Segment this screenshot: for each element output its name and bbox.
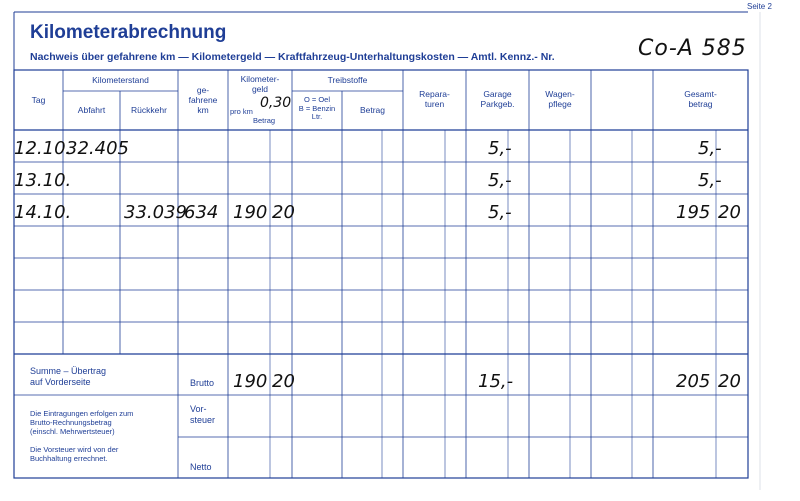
row3-garage: 5,- bbox=[488, 202, 512, 223]
row1-gesamt: 5,- bbox=[698, 138, 722, 159]
row1-garage: 5,- bbox=[488, 138, 512, 159]
brutto-garage: 15,- bbox=[478, 371, 514, 392]
row1-tag: 12.10. bbox=[14, 138, 72, 159]
header-tag: Tag bbox=[31, 95, 46, 105]
label-vorsteuer: Vor- steuer bbox=[190, 404, 216, 425]
note-eintragungen: Die Eintragungen erfolgen zum Brutto-Rechnungsbetrag (einschl. Mehrwertsteuer) bbox=[30, 409, 134, 436]
note-vorsteuer: Die Vorsteuer wird von der Buchhaltung errechnet. bbox=[30, 445, 119, 463]
brutto-gesamt-cents: 20 bbox=[718, 371, 741, 392]
label-summe-uebertrag: Summe – Übertrag auf Vorderseite bbox=[30, 366, 107, 387]
row3-km: 634 bbox=[184, 202, 219, 223]
header-kilometergeld: Kilometer- geld bbox=[240, 74, 280, 94]
header-oel-benzin: O = Oel B = Benzin Ltr. bbox=[298, 95, 336, 122]
header-treibstoffe: Treibstoffe bbox=[327, 75, 368, 85]
row3-gesamt: 195 bbox=[676, 202, 711, 223]
label-brutto: Brutto bbox=[190, 378, 215, 388]
row3-tag: 14.10. bbox=[14, 202, 72, 223]
row2-tag: 13.10. bbox=[14, 170, 72, 191]
header-wagenpflege: Wagen- pflege bbox=[545, 89, 575, 109]
header-treibstoff-betrag: Betrag bbox=[359, 105, 386, 115]
row3-kmgeld-cents: 20 bbox=[272, 202, 295, 223]
header-gesamtbetrag: Gesamt- betrag bbox=[684, 89, 717, 109]
brutto-kmgeld-cents: 20 bbox=[272, 371, 295, 392]
license-plate-entry: Co-A 585 bbox=[638, 36, 747, 61]
header-garage: Garage Parkgeb. bbox=[480, 89, 515, 109]
page-number-label: Seite 2 bbox=[747, 2, 772, 11]
header-kilometerstand: Kilometerstand bbox=[92, 75, 149, 85]
brutto-gesamt: 205 bbox=[676, 371, 711, 392]
label-netto: Netto bbox=[190, 462, 212, 472]
header-gefahrene-km: ge- fahrene km bbox=[188, 85, 218, 115]
header-pro-km: pro km bbox=[230, 107, 253, 116]
row2-garage: 5,- bbox=[488, 170, 512, 191]
header-reparaturen: Repara- turen bbox=[419, 89, 450, 109]
form-subtitle: Nachweis über gefahrene km — Kilometergeld — Kraftfahrzeug-Unterhaltungskosten — Amtl. Kennz.- Nr. bbox=[30, 51, 555, 63]
row3-rueckkehr: 33.039 bbox=[124, 202, 187, 223]
brutto-kmgeld: 190 bbox=[233, 371, 268, 392]
form-title: Kilometerabrechnung bbox=[30, 22, 227, 43]
header-abfahrt: Abfahrt bbox=[77, 105, 106, 115]
rate-entry: 0,30 bbox=[260, 95, 292, 111]
header-rueckkehr: Rückkehr bbox=[131, 105, 167, 115]
header-kmgeld-betrag: Betrag bbox=[252, 116, 276, 125]
row2-gesamt: 5,- bbox=[698, 170, 722, 191]
row3-kmgeld: 190 bbox=[233, 202, 268, 223]
row1-abfahrt: 32.405 bbox=[66, 138, 129, 159]
row3-gesamt-cents: 20 bbox=[718, 202, 741, 223]
